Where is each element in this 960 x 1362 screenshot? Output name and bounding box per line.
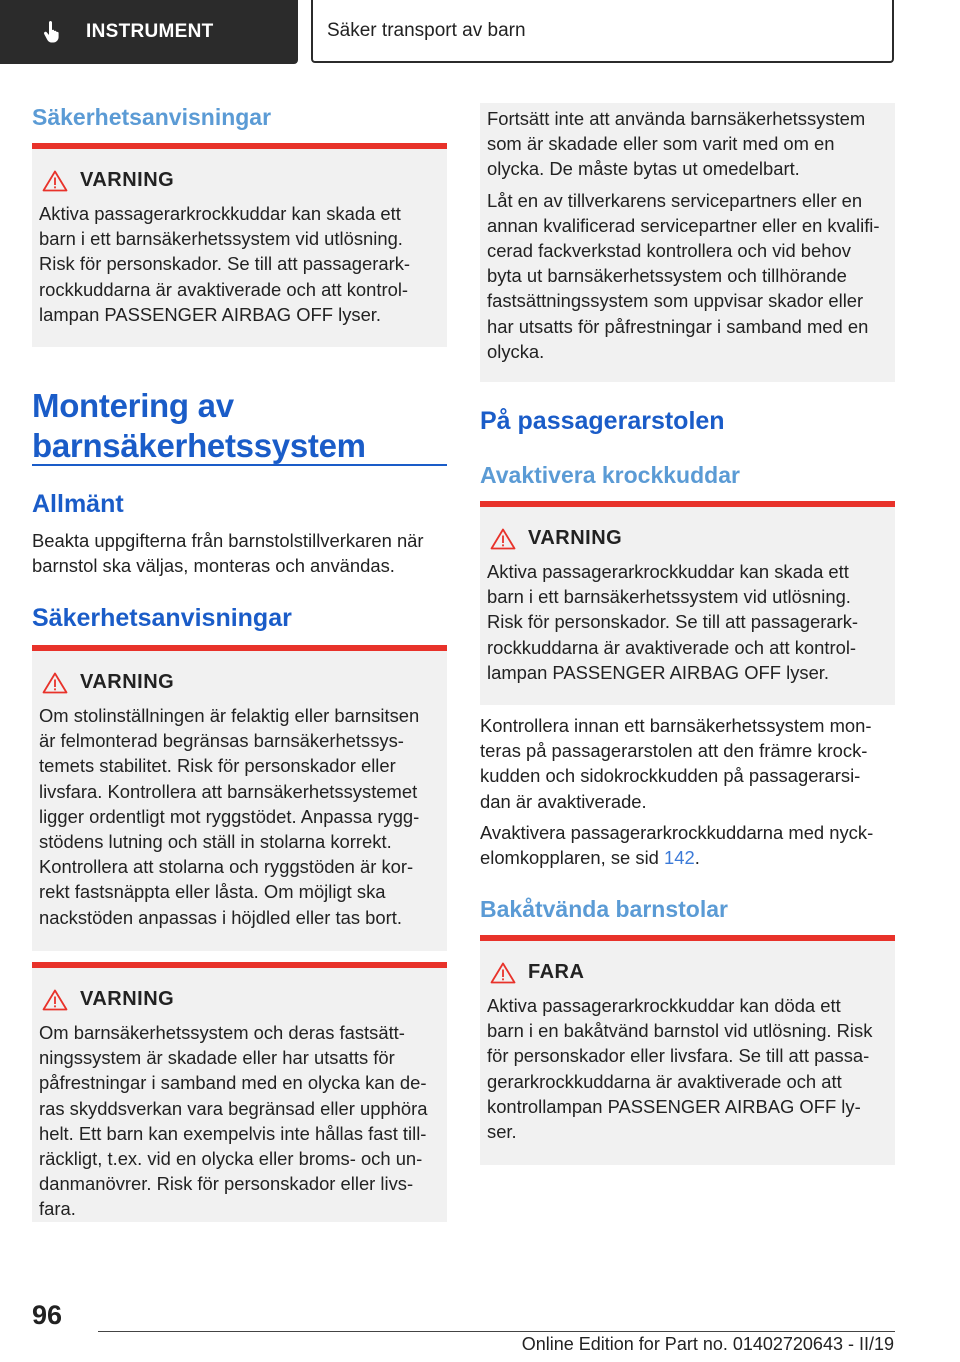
warning-line: ningssystem är skadade eller har utsatts för [39, 1047, 395, 1069]
warning-label: VARNING [80, 169, 175, 191]
warning-box [480, 501, 895, 705]
danger-line: ser. [487, 1121, 517, 1143]
paragraph-line: olycka. De måste bytas ut omedelbart. [487, 158, 800, 180]
section-heading-safety-2: Säkerhetsanvisningar [32, 604, 292, 632]
paragraph-line: elomkopplaren, se sid [480, 847, 665, 869]
warning-triangle-icon [490, 528, 516, 550]
general-paragraph [32, 528, 447, 578]
warning-line: Kontrollera att stolarna och ryggstöden är kor- [39, 856, 414, 878]
warning-line: stödens lutning och ställ in stolarna korrekt. [39, 831, 392, 853]
warning-box [32, 645, 447, 951]
warning-title [39, 169, 439, 192]
paragraph-line: kudden och sidokrockkudden på passagerarsi- [480, 765, 861, 787]
page-header [0, 0, 960, 66]
continuation-paragraph [487, 106, 887, 182]
paragraph-line: fastsättningssystem som uppvisar skador eller [487, 290, 864, 312]
warning-text [39, 703, 439, 930]
continuation-paragraph [487, 188, 887, 364]
danger-line: barn i en bakåtvänd barnstol vid utlösning. Risk [487, 1020, 873, 1042]
warning-line: Risk för personskador. Se till att passagerark- [487, 611, 859, 633]
danger-label: FARA [528, 961, 585, 983]
warning-text [39, 201, 439, 327]
warning-continuation-box [480, 103, 895, 382]
warning-line: lampan PASSENGER AIRBAG OFF lyser. [487, 661, 830, 683]
section-heading-rear-facing: Bakåtvända barnstolar [480, 896, 728, 922]
deactivate-paragraph [480, 820, 895, 870]
warning-line: barn i ett barnsäkerhetssystem vid utlösning. [39, 228, 403, 250]
warning-triangle-icon [42, 170, 68, 192]
chapter-title: Säker transport av barn [327, 19, 526, 41]
danger-line: kontrollampan PASSENGER AIRBAG OFF ly- [487, 1095, 861, 1117]
section-heading-passenger-seat: På passagerarstolen [480, 407, 725, 435]
warning-line: Om stolinställningen är felaktig eller barnsitsen [39, 705, 420, 726]
warning-line: Aktiva passagerarkrockkuddar kan skada ett [39, 203, 401, 224]
warning-label: VARNING [528, 527, 623, 549]
paragraph-line: barnstol ska väljas, monteras och användas. [32, 555, 395, 577]
paragraph-line: olycka. [487, 340, 545, 362]
warning-triangle-icon [42, 672, 68, 694]
warning-box [32, 962, 447, 1222]
paragraph-line: Fortsätt inte att använda barnsäkerhetssystem [487, 108, 866, 129]
warning-line: rockkuddarna är avaktiverade och att kontrol- [39, 278, 409, 300]
warning-line: temets stabilitet. Risk för personskador eller [39, 755, 396, 777]
warning-line: Risk för personskador. Se till att passagerark- [39, 253, 411, 275]
section-heading-general: Allmänt [32, 490, 124, 518]
warning-line: livsfara. Kontrollera att barnsäkerhetssystemet [39, 780, 418, 802]
warning-line: barn i ett barnsäkerhetssystem vid utlösning. [487, 586, 851, 608]
chapter-tab [311, 0, 894, 63]
warning-line: rekt fastsnäppta eller låsta. Om möjligt ska [39, 881, 386, 903]
warning-title [39, 988, 439, 1011]
danger-line: gerarkrockkuddarna är avaktiverade och att [487, 1070, 842, 1092]
warning-line: lampan PASSENGER AIRBAG OFF lyser. [39, 303, 382, 325]
warning-triangle-icon [42, 989, 68, 1011]
warning-title [487, 527, 887, 550]
chapter-heading [32, 386, 366, 466]
hand-pointer-icon [40, 20, 64, 44]
check-paragraph [480, 713, 895, 870]
page-number: 96 [32, 1300, 63, 1330]
warning-line: danmanövrer. Risk för personskador eller livs- [39, 1173, 414, 1195]
danger-box [480, 935, 895, 1165]
chapter-heading-line: Montering av [32, 387, 234, 424]
chapter-heading-line: barnsäkerhetssystem [32, 427, 366, 464]
paragraph-line: Beakta uppgifterna från barnstolstillverkaren när [32, 530, 424, 551]
danger-title [487, 961, 887, 984]
danger-line: Aktiva passagerarkrockkuddar kan döda ett [487, 995, 841, 1016]
paragraph-line: dan är avaktiverade. [480, 790, 647, 812]
edition-footer: Online Edition for Part no. 01402720643 - II/19 [521, 1334, 894, 1354]
paragraph-line: Kontrollera innan ett barnsäkerhetssystem mon- [480, 715, 872, 736]
warning-line: ligger ordentligt mot ryggstödet. Anpassa rygg- [39, 805, 420, 827]
danger-text [487, 993, 887, 1144]
warning-line: räckligt, t.ex. vid en olycka eller broms- och un- [39, 1148, 423, 1170]
section-label: INSTRUMENT [86, 21, 214, 42]
warning-line: fara. [39, 1198, 76, 1220]
warning-line: påfrestningar i samband med en olycka kan de- [39, 1072, 427, 1094]
paragraph-line: Avaktivera passagerarkrockkuddarna med nyck- [480, 821, 874, 843]
warning-title [39, 671, 439, 694]
paragraph-line: byta ut barnsäkerhetssystem och tillhörande [487, 265, 847, 287]
warning-text [487, 559, 887, 685]
warning-line: Om barnsäkerhetssystem och deras fastsätt- [39, 1022, 405, 1043]
danger-line: för personskador eller livsfara. Se till att passa- [487, 1045, 870, 1067]
section-heading-safety: Säkerhetsanvisningar [32, 104, 272, 130]
warning-line: rockkuddarna är avaktiverade och att kontrol- [487, 636, 857, 658]
heading-divider [32, 464, 447, 466]
paragraph-line: annan kvalificerad servicepartner eller en kvalifi- [487, 214, 880, 236]
warning-line: Aktiva passagerarkrockkuddar kan skada ett [487, 561, 849, 582]
paragraph-punctuation: . [694, 847, 700, 869]
section-tab [0, 0, 298, 64]
warning-line: nackstöden anpassas i höjdled eller tas bort. [39, 906, 402, 928]
warning-line: ras skyddsverkan vara begränsad eller upphöra [39, 1097, 428, 1119]
warning-label: VARNING [80, 988, 175, 1010]
warning-line: helt. Ett barn kan exempelvis inte hållas fast till- [39, 1122, 427, 1144]
paragraph-line: cerad fackverkstad kontrollera och vid behov [487, 240, 851, 262]
section-heading-deactivate-airbags: Avaktivera krockkuddar [480, 462, 740, 488]
paragraph-line: som är skadade eller som varit med om en [487, 133, 835, 155]
warning-label: VARNING [80, 671, 175, 693]
warning-line: är felmonterad begränsas barnsäkerhetssys- [39, 730, 404, 752]
paragraph-line: har utsatts för påfrestningar i samband med en [487, 315, 869, 337]
warning-text [39, 1020, 439, 1222]
paragraph-line: teras på passagerarstolen att den främre krock- [480, 740, 868, 762]
warning-triangle-icon [490, 962, 516, 984]
footer-divider [98, 1331, 895, 1332]
paragraph-line: Låt en av tillverkarens servicepartners eller en [487, 189, 863, 211]
page-reference-link[interactable]: 142 [664, 847, 695, 869]
warning-box [32, 143, 447, 347]
